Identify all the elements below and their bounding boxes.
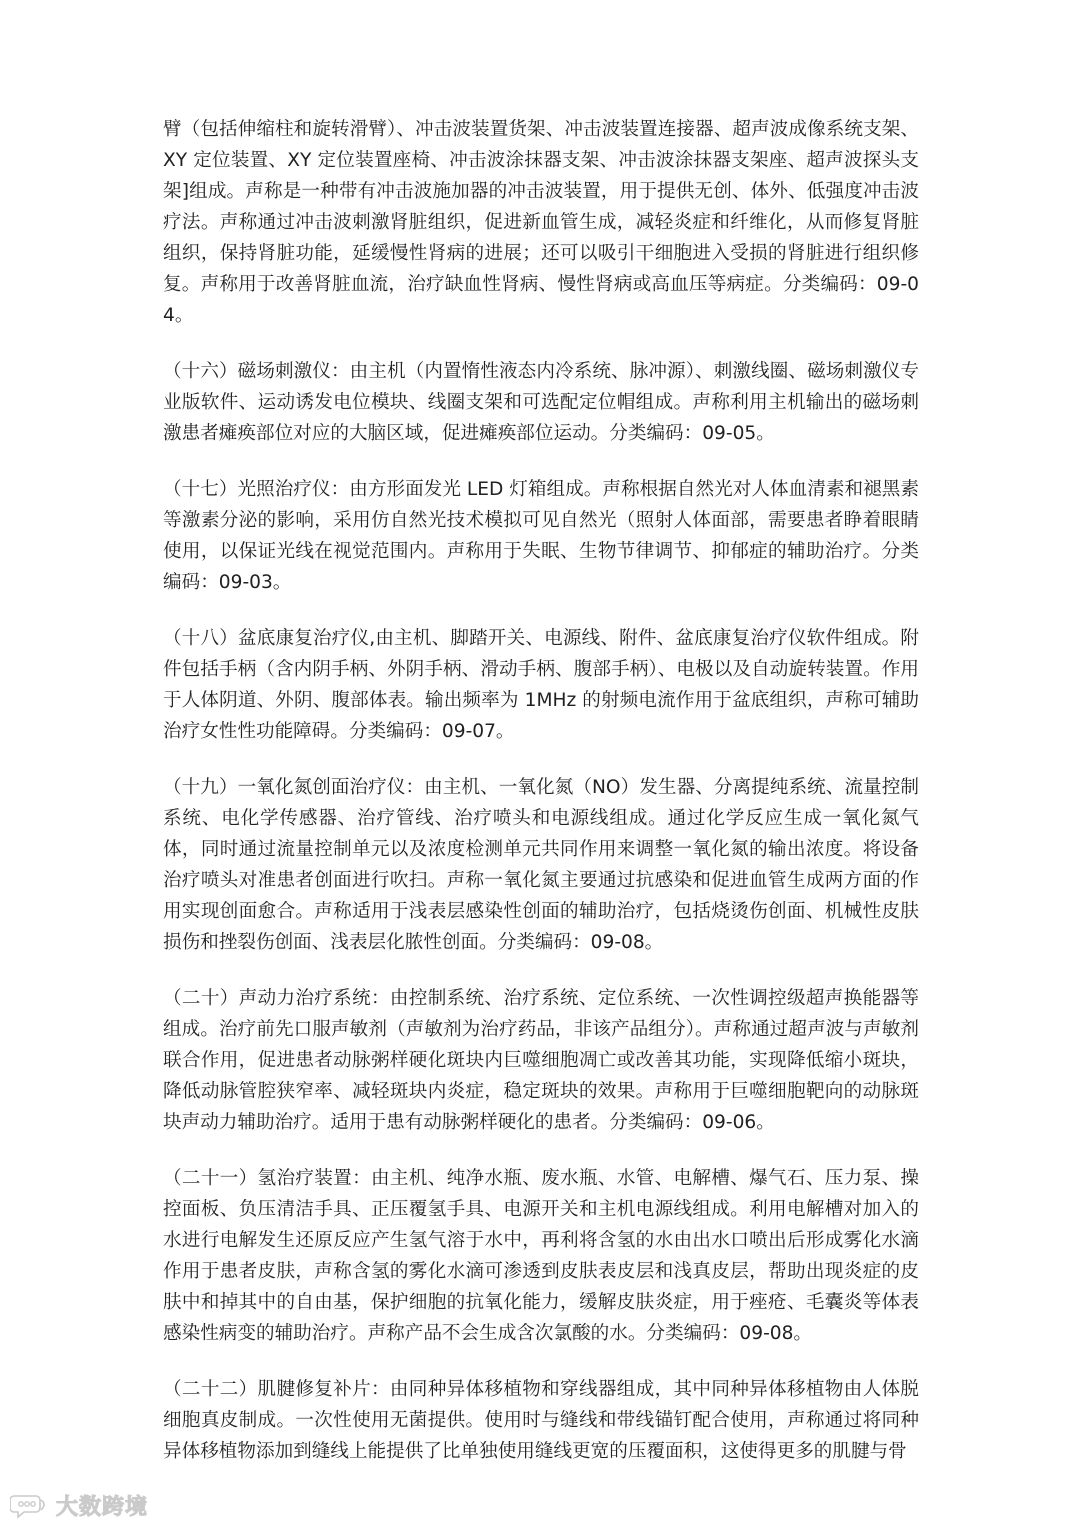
paragraph-item-17: （十七）光照治疗仪：由方形面发光 LED 灯箱组成。声称根据自然光对人体血清素和褪黑素等激素分泌的影响，采用仿自然光技术模拟可见自然光（照射人体面部，需要患者睁着眼睛使用，以保证光线在视觉范围内。声称用于失眠、生物节律调节、抑郁症的辅助治疗。分类编码：09-03。 xyxy=(163,479,919,593)
paragraph-item-19: （十九）一氧化氮创面治疗仪：由主机、一氧化氮（NO）发生器、分离提纯系统、流量控制系统、电化学传感器、治疗管线、治疗喷头和电源线组成。通过化学反应生成一氧化氮气体，同时通过流量控制单元以及浓度检测单元共同作用来调整一氧化氮的输出浓度。将设备治疗喷头对准患者创面进行吹扫。声称一氧化氮主要通过抗感染和促进血管生成两方面的作用实现创面愈合。声称适用于浅表层感染性创面的辅助治疗，包括烧烫伤创面、机械性皮肤损伤和挫裂伤创面、浅表层化脓性创面。分类编码：09-08。 xyxy=(163,777,919,953)
paragraph-item-18: （十八）盆底康复治疗仪,由主机、脚踏开关、电源线、附件、盆底康复治疗仪软件组成。附件包括手柄（含内阴手柄、外阴手柄、滑动手柄、腹部手柄）、电极以及自动旋转装置。作用于人体阴道、外阴、腹部体表。输出频率为 1MHz 的射频电流作用于盆底组织，声称可辅助治疗女性性功能障碍。分类编码：09-07。 xyxy=(163,628,919,742)
paragraph-item-21: （二十一）氢治疗装置：由主机、纯净水瓶、废水瓶、水管、电解槽、爆气石、压力泵、操控面板、负压清洁手具、正压覆氢手具、电源开关和主机电源线组成。利用电解槽对加入的水进行电解发生还原反应产生氢气溶于水中，再利将含氢的水由出水口喷出后形成雾化水滴作用于患者皮肤，声称含氢的雾化水滴可渗透到皮肤表皮层和浅真皮层，帮助出现炎症的皮肤中和掉其中的自由基，保护细胞的抗氧化能力，缓解皮肤炎症，用于痤疮、毛囊炎等体表感染性病变的辅助治疗。声称产品不会生成含次氯酸的水。分类编码：09-08。 xyxy=(163,1168,919,1344)
paragraph-continuation: 臂（包括伸缩柱和旋转滑臂）、冲击波装置货架、冲击波装置连接器、超声波成像系统支架、XY 定位装置、XY 定位装置座椅、冲击波涂抹器支架、冲击波涂抹器支架座、超声波探头支架]组成。声称是一种带有冲击波施加器的冲击波装置，用于提供无创、体外、低强度冲击波疗法。声称通过冲击波刺激肾脏组织，促进新血管生成，减轻炎症和纤维化，从而修复肾脏组织，保持肾脏功能，延缓慢性肾病的进展；还可以吸引干细胞进入受损的肾脏进行组织修复。声称用于改善肾脏血流，治疗缺血性肾病、慢性肾病或高血压等病症。分类编码：09-04。 xyxy=(163,119,919,326)
chat-bubble-logo-icon xyxy=(10,1492,50,1520)
paragraph-item-16: （十六）磁场刺激仪：由主机（内置惰性液态内冷系统、脉冲源）、刺激线圈、磁场刺激仪专业版软件、运动诱发电位模块、线圈支架和可选配定位帽组成。声称利用主机输出的磁场刺激患者瘫痪部位对应的大脑区域，促进瘫痪部位运动。分类编码：09-05。 xyxy=(163,361,919,444)
paragraph-item-20: （二十）声动力治疗系统：由控制系统、治疗系统、定位系统、一次性调控级超声换能器等组成。治疗前先口服声敏剂（声敏剂为治疗药品，非该产品组分）。声称通过超声波与声敏剂联合作用，促进患者动脉粥样硬化斑块内巨噬细胞凋亡或改善其功能，实现降低缩小斑块，降低动脉管腔狭窄率、减轻斑块内炎症，稳定斑块的效果。声称用于巨噬细胞靶向的动脉斑块声动力辅助治疗。适用于患有动脉粥样硬化的患者。分类编码：09-06。 xyxy=(163,988,919,1133)
watermark-text: 大数跨境 xyxy=(56,1495,149,1520)
document-body xyxy=(163,114,919,1492)
watermark xyxy=(10,1490,148,1521)
paragraph-item-22: （二十二）肌腱修复补片：由同种异体移植物和穿线器组成，其中同种异体移植物由人体脱细胞真皮制成。一次性使用无菌提供。使用时与缝线和带线锚钉配合使用，声称通过将同种异体移植物添加到缝线上能提供了比单独使用缝线更宽的压覆面积，这使得更多的肌腱与骨 xyxy=(163,1379,919,1462)
